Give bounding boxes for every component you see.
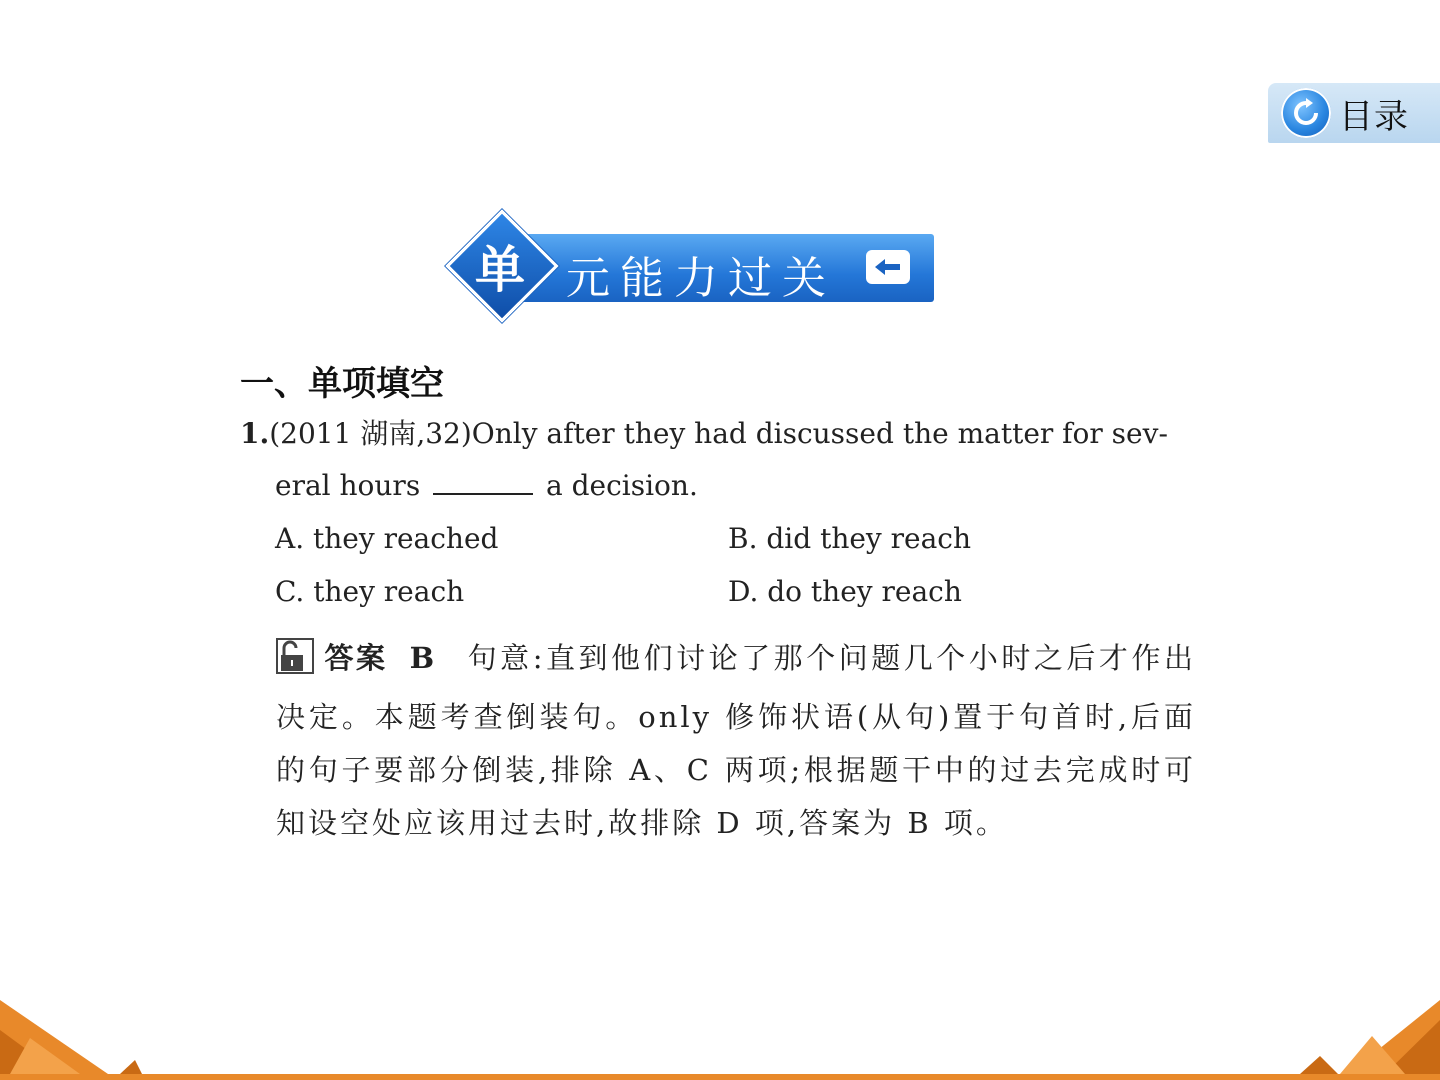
back-arrow-icon[interactable] [866, 250, 910, 284]
question-line-2 [240, 460, 1200, 512]
refresh-icon [1281, 88, 1331, 138]
answer-block [276, 632, 1196, 850]
option-c: C. they reach [275, 575, 465, 608]
answer-blank [433, 463, 533, 495]
question-number: 1. [240, 417, 270, 450]
unlocked-padlock-icon [276, 638, 314, 691]
toc-label: 目录 [1339, 96, 1409, 137]
option-d: D. do they reach [728, 575, 962, 608]
answer-explanation: 句意:直到他们讨论了那个问题几个小时之后才作出决定。本题考查倒装句。only 修饰状语(从句)置于句首时,后面的句子要部分倒装,排除 A、C 两项;根据题干中的过去完成时可知设空处应该用过去时,故排除 D 项,答案为 B 项。 [276, 641, 1196, 840]
section-heading: 一、单项填空 [240, 364, 444, 404]
answer-letter: B [409, 641, 438, 675]
answer-label: 答案 [324, 641, 388, 675]
question-stem-cont: eral hours [275, 469, 421, 502]
question-stem-end: a decision. [546, 469, 698, 502]
toc-button[interactable] [1268, 83, 1440, 143]
banner-title: 元能力过关 [566, 253, 836, 304]
section-banner [448, 212, 938, 318]
question-stem: (2011 湖南,32)Only after they had discussed the matter for sev- [269, 417, 1168, 450]
question-line-1 [240, 408, 1200, 460]
question [240, 408, 1200, 512]
options [275, 512, 1195, 618]
banner-char: 单 [475, 241, 525, 299]
options-row-1 [275, 512, 1195, 565]
options-row-2 [275, 565, 1195, 618]
option-b: B. did they reach [728, 522, 972, 555]
footer-decoration [0, 1000, 1440, 1080]
option-a: A. they reached [275, 522, 499, 555]
